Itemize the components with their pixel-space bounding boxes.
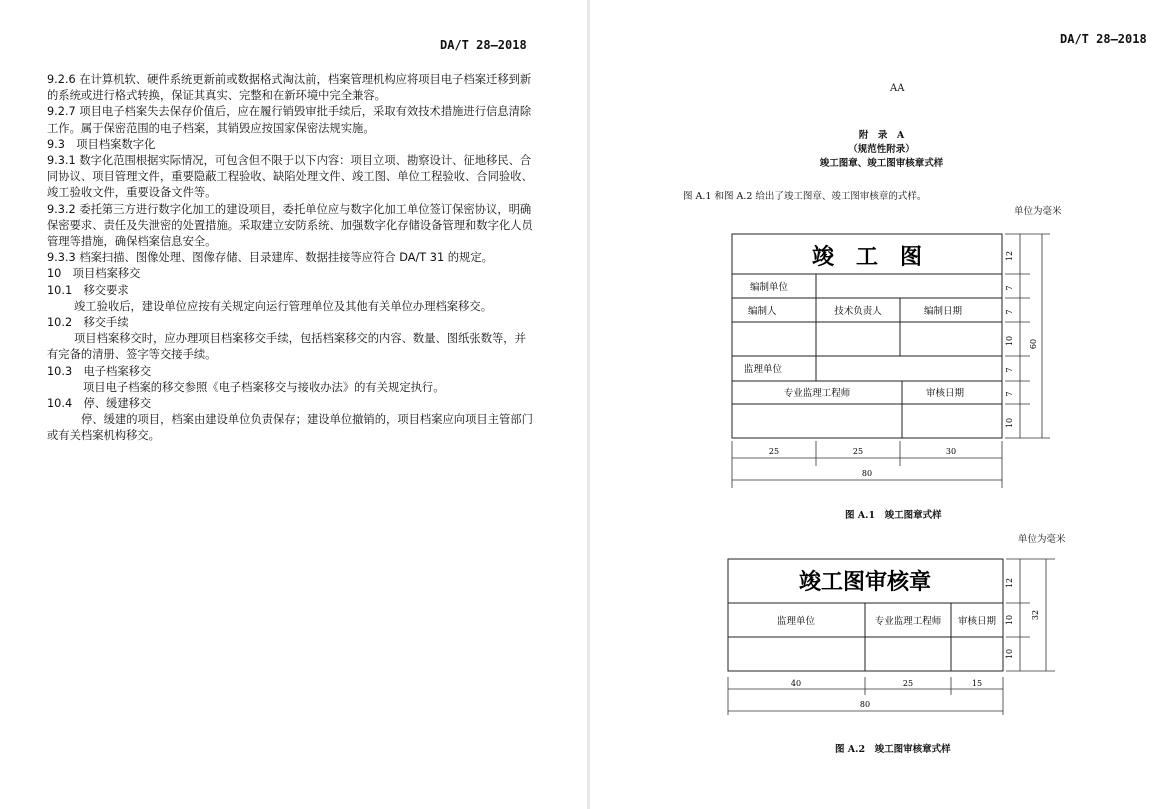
clause-10-3-text: 项目电子档案的移交参照《电子档案移交与接收办法》的有关规定执行。 [83, 380, 445, 394]
body-text [47, 72, 537, 445]
annex-intro: 图 A.1 和图 A.2 给出了竣工图章、竣工图审核章的式样。 [683, 191, 927, 202]
standard-code-header-right: DA/T 28—2018 [1060, 32, 1147, 46]
fig1-dim-total-width: 80 [861, 469, 873, 478]
fig1-dim-bottom-1: 25 [768, 447, 780, 456]
figure1-caption: 图 A.1 竣工图章式样 [845, 510, 942, 521]
annex-name: 竣工图章、竣工图审核章式样 [819, 158, 944, 169]
heading-10-3: 10.3 电子档案移交 [47, 364, 152, 378]
fig2-dim-bottom-3: 15 [971, 679, 983, 688]
fig1-label-compile-date: 编制日期 [923, 306, 963, 317]
clause-9-3-3: 9.3.3 档案扫描、图像处理、图像存储、目录建库、数据挂接等应符合 DA/T 31 的规定。 [47, 251, 493, 265]
fig2-dim-bottom-2: 25 [902, 679, 914, 688]
fig1-dim-right-6: 7 [1005, 391, 1014, 397]
fig2-title: 竣工图审核章 [798, 569, 932, 595]
figure1-stamp-diagram [720, 226, 1065, 491]
clause-9-3-2: 9.3.2 委托第三方进行数字化加工的建设项目，委托单位应与数字化加工单位签订保密协议，明确保密要求、责任及失泄密的处置措施。采取建立安防系统、加强数字化存储设备管理和数字化人员管理等措施，确保档案信息安全。 [47, 202, 533, 249]
fig2-dim-right-2: 10 [1005, 614, 1014, 626]
figure2-caption: 图 A.2 竣工图审核章式样 [835, 744, 951, 755]
heading-10-2: 10.2 移交手续 [47, 316, 129, 330]
fig2-label-engineer: 专业监理工程师 [874, 616, 942, 627]
fig1-dim-right-7: 10 [1005, 417, 1014, 429]
annex-title: 附 录 A [858, 130, 905, 141]
right-page [590, 0, 1173, 809]
fig1-label-tech-lead: 技术负责人 [834, 306, 882, 317]
fig2-dim-total-height: 32 [1031, 609, 1040, 621]
annex-type: （规范性附录） [848, 144, 915, 155]
fig2-label-review-date: 审核日期 [957, 616, 997, 627]
figure2-unit: 单位为毫米 [1018, 534, 1066, 545]
fig2-label-supervision-unit: 监理单位 [776, 616, 816, 627]
fig1-label-engineer: 专业监理工程师 [783, 388, 851, 399]
fig1-dim-total-height: 60 [1029, 338, 1038, 350]
heading-10-4: 10.4 停、缓建移交 [47, 397, 152, 411]
fig1-dim-right-1: 12 [1005, 250, 1014, 262]
fig2-dim-right-1: 12 [1005, 577, 1014, 589]
clause-10-1-text: 竣工验收后，建设单位应按有关规定向运行管理单位及其他有关单位办理档案移交。 [74, 299, 492, 313]
fig1-dim-right-2: 7 [1005, 285, 1014, 291]
fig1-label-compile-unit: 编制单位 [750, 282, 789, 293]
clause-9-3-1: 9.3.1 数字化范围根据实际情况，可包含但不限于以下内容：项目立项、勘察设计、征地移民、合同协议、项目管理文件，重要隐蔽工程验收、缺陷处理文件、竣工图、单位工程验收、合同验收、竣工验收文件，重要设备文件等。 [47, 154, 533, 200]
clause-10-4-text: 停、缓建的项目，档案由建设单位负责保存；建设单位撤销的，项目档案应向项目主管部门或有关档案机构移交。 [47, 413, 533, 443]
heading-9-3: 9.3 项目档案数字化 [47, 137, 156, 151]
standard-code-header: DA/T 28—2018 [440, 38, 527, 52]
fig2-dim-total-width: 80 [859, 700, 871, 709]
fig1-dim-right-3: 7 [1005, 309, 1014, 315]
fig2-dim-right-3: 10 [1005, 648, 1014, 660]
fig2-dim-bottom-1: 40 [790, 679, 802, 688]
heading-10-1: 10.1 移交要求 [47, 283, 129, 297]
fig1-dim-right-5: 7 [1005, 367, 1014, 373]
clause-9-2-7: 9.2.7 项目电子档案失去保存价值后，应在履行销毁审批手续后，采取有效技术措施进行信息清除工作。属于保密范围的电子档案，其销毁应按国家保密法规实施。 [47, 105, 532, 135]
aa-label: AA [890, 83, 905, 94]
fig1-dim-bottom-3: 30 [945, 447, 957, 456]
fig1-dim-right-4: 10 [1005, 335, 1014, 347]
fig1-title: 竣 工 图 [811, 244, 923, 270]
heading-10: 10 项目档案移交 [47, 267, 141, 281]
fig1-dim-bottom-2: 25 [852, 447, 864, 456]
figure1-unit: 单位为毫米 [1014, 206, 1062, 217]
clause-9-2-6: 9.2.6 在计算机软、硬件系统更新前或数据格式淘汰前，档案管理机构应将项目电子档案迁移到新的系统或进行格式转换，保证其真实、完整和在新环境中完全兼容。 [47, 73, 532, 103]
fig1-label-review-date: 审核日期 [925, 388, 965, 399]
fig1-label-compiler: 编制人 [748, 306, 777, 317]
figure2-stamp-diagram [720, 553, 1065, 723]
fig1-label-supervision-unit: 监理单位 [744, 364, 783, 375]
clause-10-2-text: 项目档案移交时，应办理项目档案移交手续，包括档案移交的内容、数量、图纸张数等，并有完备的清册、签字等交接手续。 [47, 332, 526, 362]
